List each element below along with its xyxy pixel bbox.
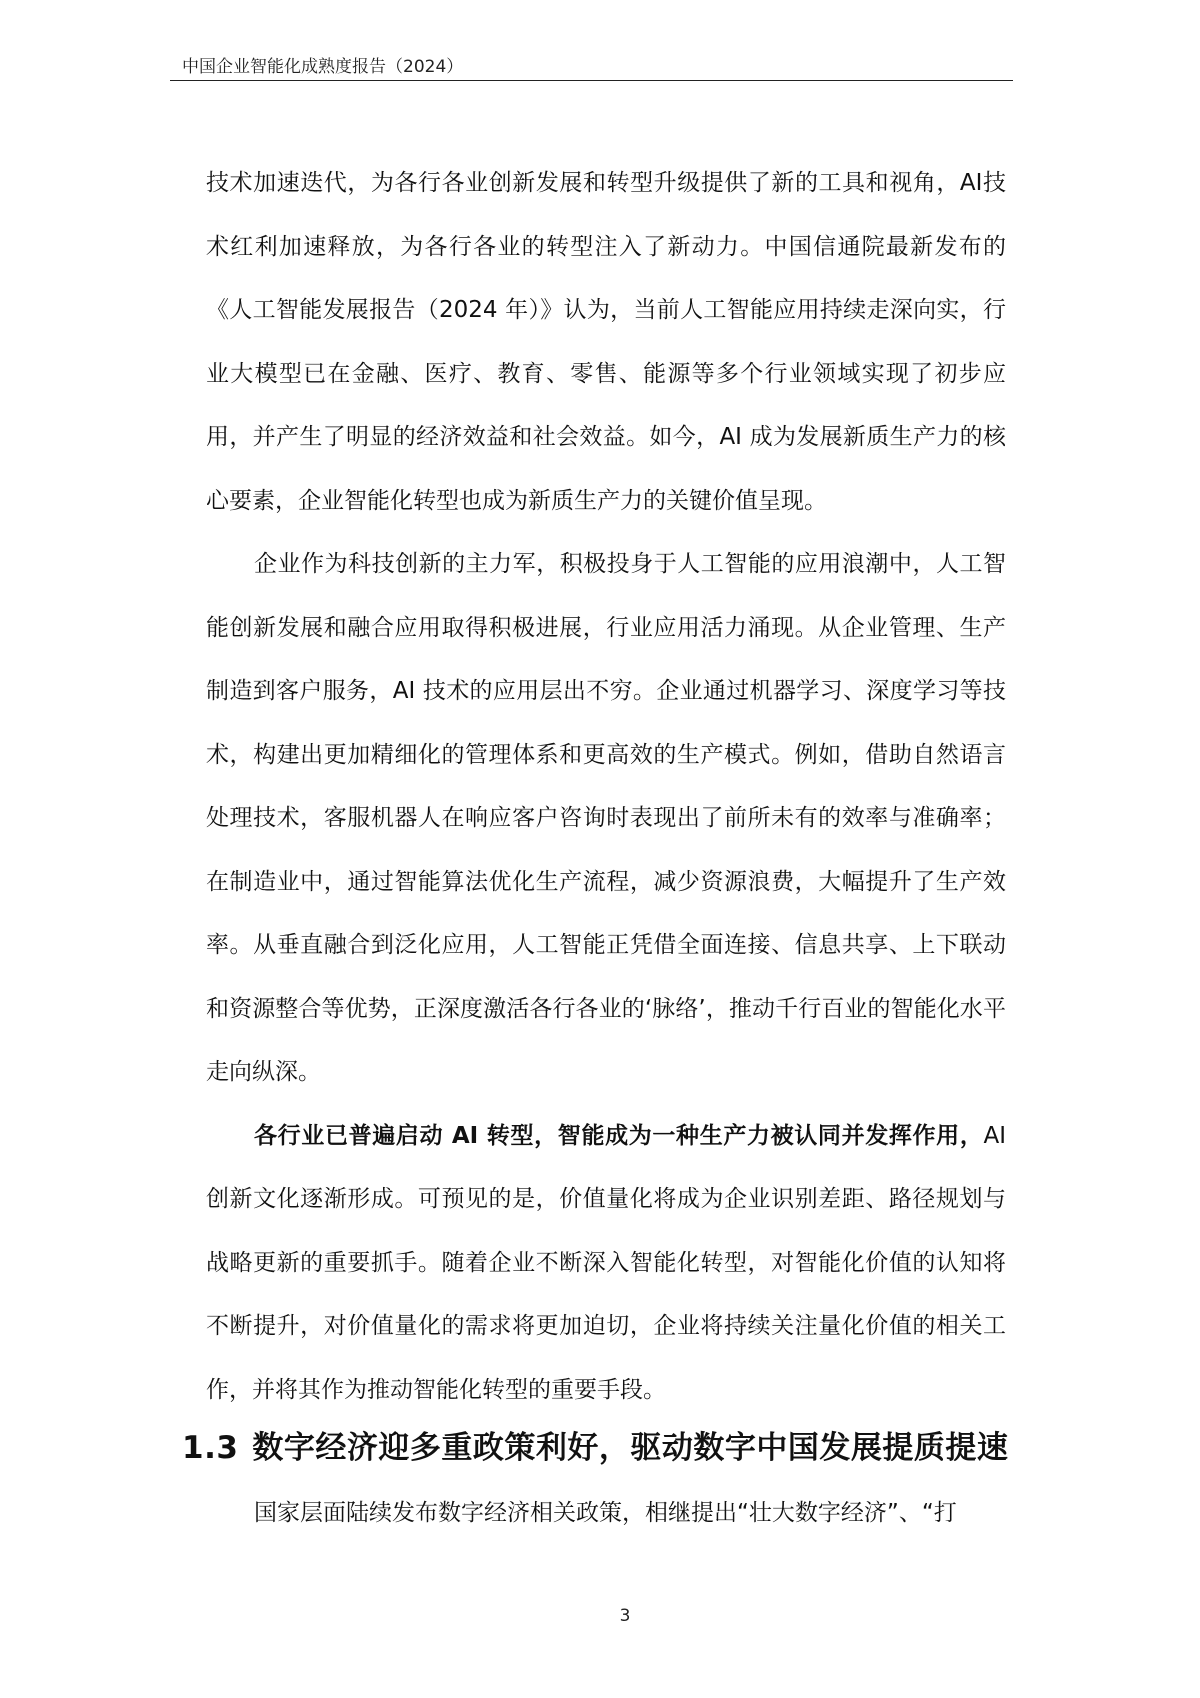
section-number: 1.3 — [182, 1430, 239, 1466]
paragraph-3 — [206, 1105, 1006, 1423]
paragraph-1: 技术加速迭代，为各行各业创新发展和转型升级提供了新的工具和视角，AI技术红利加速释放，为各行各业的转型注入了新动力。中国信通院最新发布的《人工智能发展报告（2024 年）》认为，当前人工智能应用持续走深向实，行业大模型已在金融、医疗、教育、零售、能源等多个行业领域实现了初步应用，并产生了明显的经济效益和社会效益。如今，AI 成为发展新质生产力的核心要素，企业智能化转型也成为新质生产力的关键价值呈现。 — [206, 170, 1006, 514]
section-heading — [182, 1422, 1042, 1467]
section-body — [206, 1482, 1006, 1546]
paragraph-3-text: AI 创新文化逐渐形成。可预见的是，价值量化将成为企业识别差距、路径规划与战略更新的重要抓手。随着企业不断深入智能化转型，对智能化价值的认知将不断提升，对价值量化的需求将更加迫切，企业将持续关注量化价值的相关工作，并将其作为推动智能化转型的重要手段。 — [206, 1122, 1006, 1403]
running-header-title: 中国企业智能化成熟度报告（2024） — [182, 57, 464, 77]
body-text — [206, 152, 1006, 1422]
paragraph-2: 企业作为科技创新的主力军，积极投身于人工智能的应用浪潮中，人工智能创新发展和融合应用取得积极进展，行业应用活力涌现。从企业管理、生产制造到客户服务，AI 技术的应用层出不穷。企业通过机器学习、深度学习等技术，构建出更加精细化的管理体系和更高效的生产模式。例如，借助自然语言处理技术，客服机器人在响应客户咨询时表现出了前所未有的效率与准确率；在制造业中，通过智能算法优化生产流程，减少资源浪费，大幅提升了生产效率。从垂直融合到泛化应用，人工智能正凭借全面连接、信息共享、上下联动和资源整合等优势，正深度激活各行各业的‘脉络’，推动千行百业的智能化水平走向纵深。 — [206, 551, 1006, 1085]
section-title: 数字经济迎多重政策利好，驱动数字中国发展提质提速 — [252, 1430, 1009, 1466]
paragraph-3-bold-lead: 各行业已普遍启动 AI 转型，智能成为一种生产力被认同并发挥作用， — [254, 1122, 984, 1149]
header-divider — [170, 80, 1013, 81]
section-paragraph: 国家层面陆续发布数字经济相关政策，相继提出“壮大数字经济”、“打 — [254, 1500, 957, 1526]
page-number: 3 — [619, 1606, 631, 1626]
